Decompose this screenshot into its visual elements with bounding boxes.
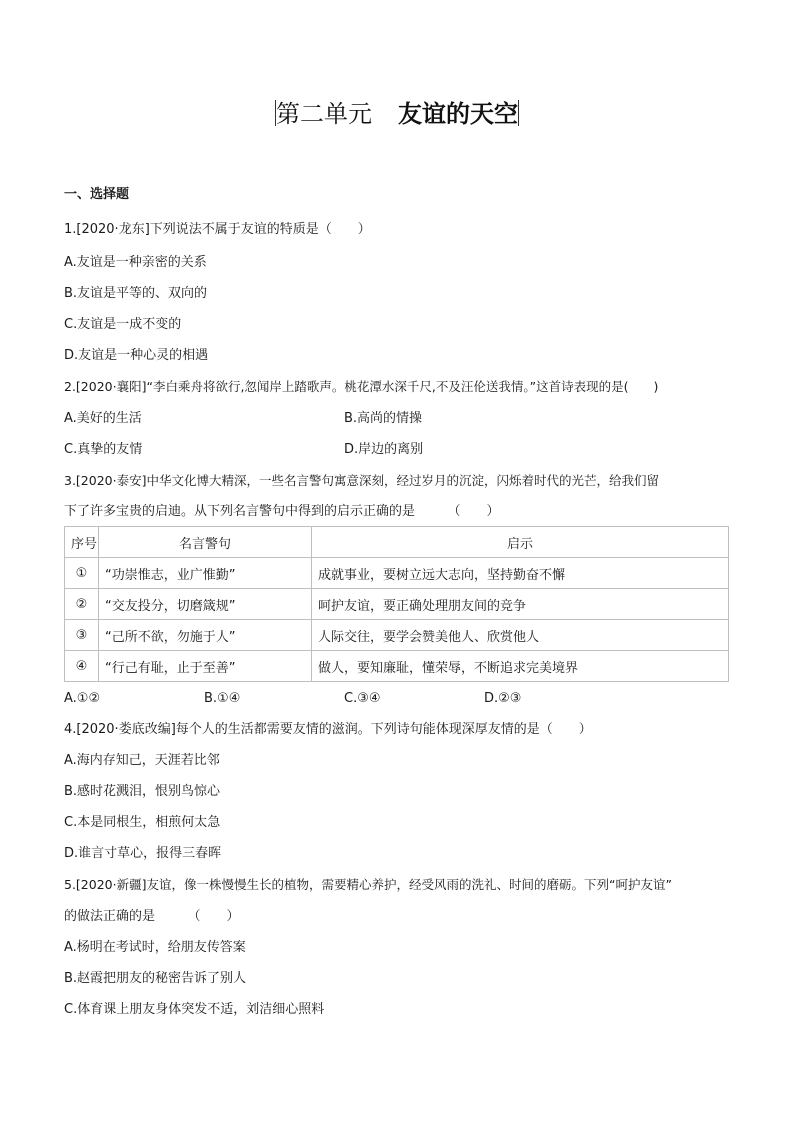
- question-5-option-a: A.杨明在考试时，给朋友传答案: [64, 940, 246, 955]
- table-cell-quote: “交友投分，切磨箴规”: [99, 589, 312, 620]
- question-3-option-d: D.②③: [484, 691, 522, 706]
- table-cell-number: ①: [65, 558, 99, 589]
- table-header-row: [65, 527, 729, 558]
- question-5-option-c: C.体育课上朋友身体突发不适，刘洁细心照料: [64, 1002, 325, 1017]
- table-row: [65, 620, 729, 651]
- table-row: [65, 558, 729, 589]
- question-4-stem: 4.[2020·娄底改编]每个人的生活都需要友情的滋润。下列诗句能体现深厚友情的是（ ）: [64, 722, 592, 737]
- question-3-stem-line-2: 下了许多宝贵的启迪。从下列名言警句中得到的启示正确的是 （ ）: [64, 504, 500, 519]
- question-2-option-a: A.美好的生活: [64, 411, 142, 426]
- table-cell-insight: 呵护友谊，要正确处理朋友间的竞争: [312, 589, 729, 620]
- table-cell-quote: “己所不欲，勿施于人”: [99, 620, 312, 651]
- question-1-option-a: A.友谊是一种亲密的关系: [64, 255, 207, 270]
- table-cell-quote: “行己有耻，止于至善”: [99, 651, 312, 682]
- question-1-option-c: C.友谊是一成不变的: [64, 317, 182, 332]
- question-1-stem: 1.[2020·龙东]下列说法不属于友谊的特质是（ ）: [64, 222, 371, 237]
- question-4-option-c: C.本是同根生，相煎何太急: [64, 815, 221, 830]
- table-row: [65, 589, 729, 620]
- question-2-option-b: B.高尚的情操: [344, 411, 423, 426]
- table-cell-number: ③: [65, 620, 99, 651]
- table-cell-insight: 成就事业，要树立远大志向，坚持勤奋不懈: [312, 558, 729, 589]
- question-3-option-a: A.①②: [64, 691, 101, 706]
- unit-number: 第二单元: [276, 100, 372, 128]
- question-2-stem: 2.[2020·襄阳]“李白乘舟将欲行,忽闻岸上踏歌声。桃花潭水深千尺,不及汪伦送我情。”这首诗表现的是( ): [64, 379, 659, 394]
- question-5-option-b: B.赵霞把朋友的秘密告诉了别人: [64, 971, 247, 986]
- question-1-option-d: D.友谊是一种心灵的相遇: [64, 348, 209, 363]
- question-5-stem-line-1: 5.[2020·新疆]友谊，像一株慢慢生长的植物，需要精心养护，经受风雨的洗礼、时间的磨砺。下列“呵护友谊”: [64, 877, 672, 892]
- section-heading: 一、选择题: [64, 187, 130, 202]
- question-1-option-b: B.友谊是平等的、双向的: [64, 286, 208, 301]
- question-3-option-b: B.①④: [204, 691, 241, 706]
- unit-topic: 友谊的天空: [398, 100, 518, 128]
- unit-title: [0, 96, 794, 132]
- table-header-number: 序号: [65, 527, 99, 558]
- quotes-table: [64, 526, 729, 682]
- table-row: [65, 651, 729, 682]
- question-4-option-d: D.谁言寸草心，报得三春晖: [64, 846, 222, 861]
- table-header-insight: 启示: [312, 527, 729, 558]
- table-cell-quote: “功崇惟志，业广惟勤”: [99, 558, 312, 589]
- table-cell-insight: 做人，要知廉耻，懂荣辱，不断追求完美境界: [312, 651, 729, 682]
- question-2-option-d: D.岸边的离别: [344, 442, 424, 457]
- title-bar-right: [518, 100, 519, 126]
- question-4-option-b: B.感时花溅泪，恨别鸟惊心: [64, 784, 221, 799]
- question-2-option-c: C.真挚的友情: [64, 442, 143, 457]
- question-4-option-a: A.海内存知己，天涯若比邻: [64, 753, 220, 768]
- table-header-quote: 名言警句: [99, 527, 312, 558]
- question-3-stem-line-1: 3.[2020·泰安]中华文化博大精深，一些名言警句寓意深刻，经过岁月的沉淀，闪烁着时代的光芒，给我们留: [64, 473, 659, 488]
- question-3-option-c: C.③④: [344, 691, 381, 706]
- question-5-stem-line-2: 的做法正确的是 （ ）: [64, 909, 240, 924]
- table-cell-number: ④: [65, 651, 99, 682]
- table-cell-insight: 人际交往，要学会赞美他人、欣赏他人: [312, 620, 729, 651]
- table-cell-number: ②: [65, 589, 99, 620]
